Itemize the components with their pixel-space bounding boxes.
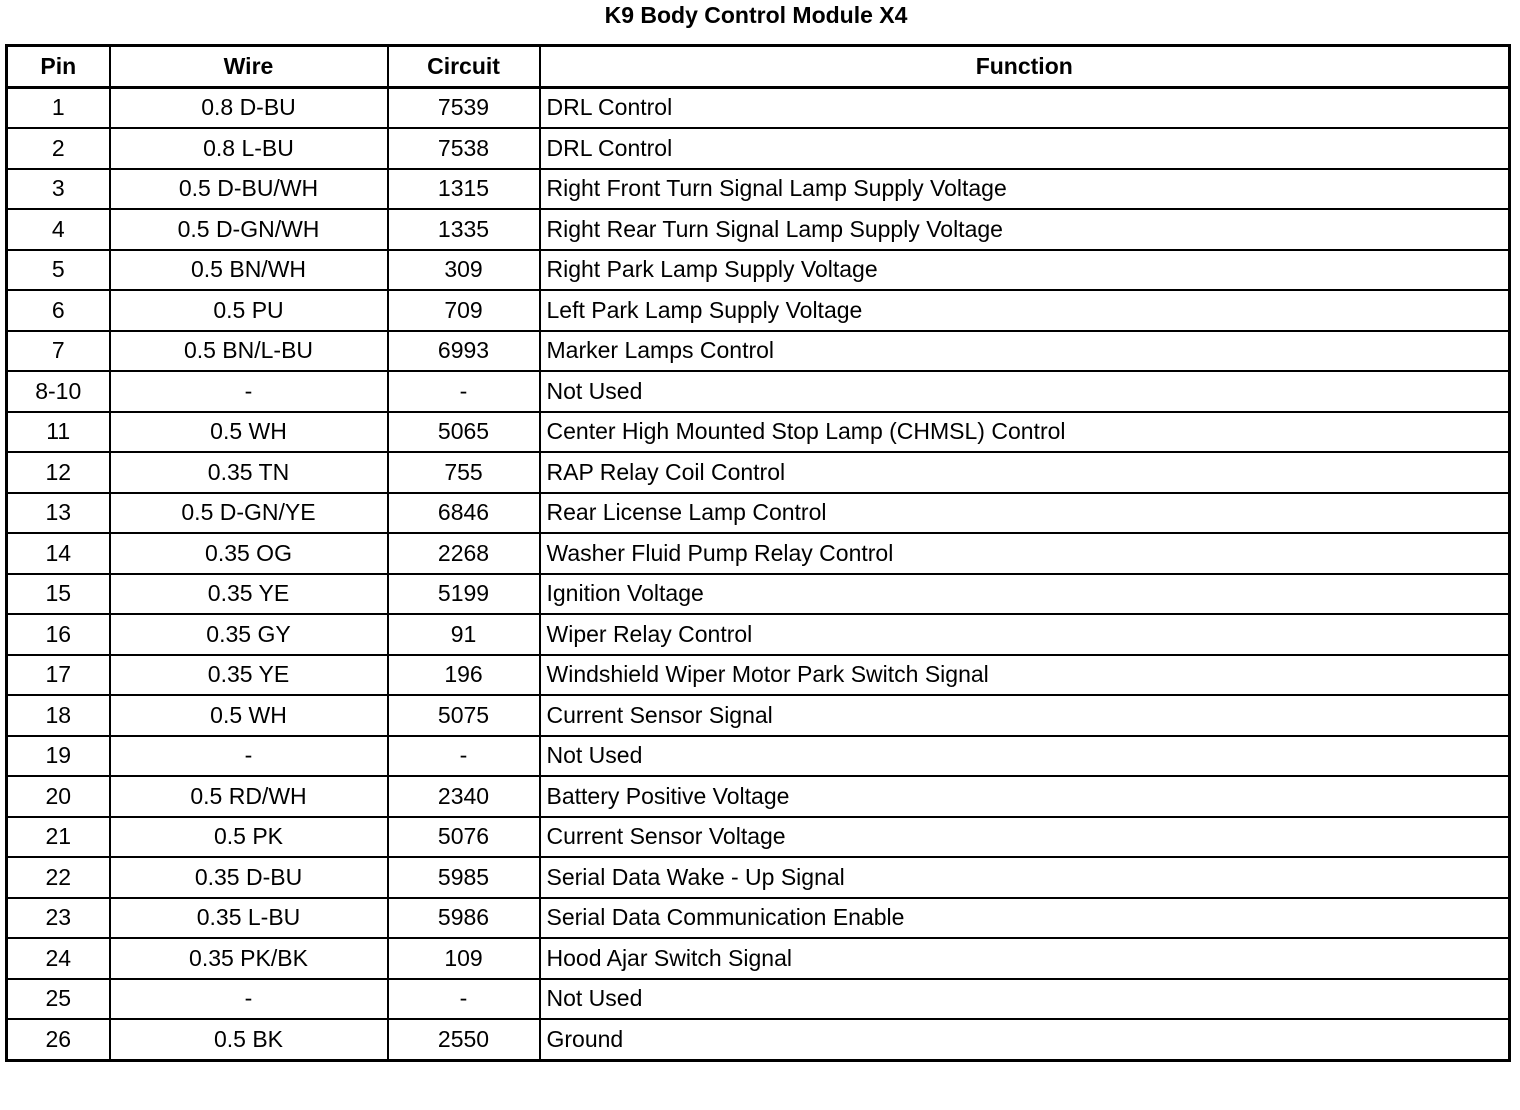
circuit-cell: 5076 [388,817,540,858]
circuit-cell: 5986 [388,898,540,939]
function-cell: RAP Relay Coil Control [540,452,1510,493]
function-cell: Serial Data Wake - Up Signal [540,857,1510,898]
function-cell: Right Front Turn Signal Lamp Supply Voltage [540,169,1510,210]
circuit-cell: 7539 [388,87,540,128]
circuit-cell: 196 [388,655,540,696]
table-row [7,655,1510,696]
function-cell: Not Used [540,371,1510,412]
page-title: K9 Body Control Module X4 [604,2,908,28]
function-cell: Not Used [540,736,1510,777]
table-row [7,128,1510,169]
table-row [7,857,1510,898]
wire-cell: - [110,736,388,777]
wire-cell: 0.5 D-GN/WH [110,209,388,250]
pin-cell: 1 [7,87,110,128]
wire-cell: 0.35 PK/BK [110,938,388,979]
circuit-cell: 5199 [388,574,540,615]
wire-cell: 0.5 WH [110,412,388,453]
circuit-cell: 2550 [388,1019,540,1060]
circuit-cell: 5985 [388,857,540,898]
pin-cell: 17 [7,655,110,696]
table-row [7,452,1510,493]
pin-cell: 22 [7,857,110,898]
pin-cell: 14 [7,533,110,574]
pin-cell: 24 [7,938,110,979]
table-row [7,533,1510,574]
column-header-function: Function [540,46,1510,88]
wire-cell: 0.5 D-GN/YE [110,493,388,534]
function-cell: Rear License Lamp Control [540,493,1510,534]
pin-cell: 15 [7,574,110,615]
function-cell: Ignition Voltage [540,574,1510,615]
wire-cell: 0.5 D-BU/WH [110,169,388,210]
wire-cell: 0.35 D-BU [110,857,388,898]
function-cell: Right Rear Turn Signal Lamp Supply Voltage [540,209,1510,250]
wire-cell: 0.35 OG [110,533,388,574]
table-row [7,493,1510,534]
wire-cell: 0.35 L-BU [110,898,388,939]
wire-cell: 0.5 BK [110,1019,388,1060]
function-cell: Not Used [540,979,1510,1020]
function-cell: DRL Control [540,87,1510,128]
wire-cell: 0.5 PU [110,290,388,331]
circuit-cell: 2268 [388,533,540,574]
wire-cell: 0.8 L-BU [110,128,388,169]
table-row [7,209,1510,250]
wire-cell: 0.5 BN/L-BU [110,331,388,372]
table-row [7,817,1510,858]
table-row [7,412,1510,453]
function-cell: Ground [540,1019,1510,1060]
pin-cell: 18 [7,695,110,736]
wire-cell: 0.35 TN [110,452,388,493]
function-cell: Battery Positive Voltage [540,776,1510,817]
table-header [7,46,1510,88]
pin-cell: 8-10 [7,371,110,412]
table-row [7,371,1510,412]
wire-cell: - [110,979,388,1020]
circuit-cell: 1335 [388,209,540,250]
circuit-cell: 91 [388,614,540,655]
wire-cell: 0.35 GY [110,614,388,655]
circuit-cell: 6993 [388,331,540,372]
circuit-cell: 1315 [388,169,540,210]
circuit-cell: - [388,371,540,412]
circuit-cell: 2340 [388,776,540,817]
function-cell: DRL Control [540,128,1510,169]
column-header-circuit: Circuit [388,46,540,88]
wire-cell: 0.8 D-BU [110,87,388,128]
function-cell: Wiper Relay Control [540,614,1510,655]
circuit-cell: 755 [388,452,540,493]
pin-cell: 6 [7,290,110,331]
function-cell: Left Park Lamp Supply Voltage [540,290,1510,331]
table-row [7,87,1510,128]
table-row [7,250,1510,291]
header-row [7,46,1510,88]
circuit-cell: 5065 [388,412,540,453]
pin-cell: 21 [7,817,110,858]
circuit-cell: 309 [388,250,540,291]
circuit-cell: - [388,736,540,777]
function-cell: Right Park Lamp Supply Voltage [540,250,1510,291]
table-row [7,169,1510,210]
pin-cell: 11 [7,412,110,453]
table-body [7,87,1510,1060]
pin-cell: 7 [7,331,110,372]
table-row [7,898,1510,939]
function-cell: Current Sensor Voltage [540,817,1510,858]
table-row [7,1019,1510,1060]
function-cell: Current Sensor Signal [540,695,1510,736]
table-row [7,574,1510,615]
wire-cell: 0.5 WH [110,695,388,736]
function-cell: Washer Fluid Pump Relay Control [540,533,1510,574]
wire-cell: 0.35 YE [110,655,388,696]
circuit-cell: 7538 [388,128,540,169]
wire-cell: - [110,371,388,412]
table-row [7,331,1510,372]
pin-cell: 23 [7,898,110,939]
circuit-cell: - [388,979,540,1020]
circuit-cell: 709 [388,290,540,331]
pin-cell: 26 [7,1019,110,1060]
function-cell: Marker Lamps Control [540,331,1510,372]
pin-cell: 16 [7,614,110,655]
column-header-pin: Pin [7,46,110,88]
pin-cell: 3 [7,169,110,210]
wire-cell: 0.5 BN/WH [110,250,388,291]
connector-pinout-table [5,44,1511,1062]
pin-cell: 20 [7,776,110,817]
pin-cell: 25 [7,979,110,1020]
pin-cell: 5 [7,250,110,291]
circuit-cell: 6846 [388,493,540,534]
pin-cell: 12 [7,452,110,493]
wire-cell: 0.5 RD/WH [110,776,388,817]
function-cell: Serial Data Communication Enable [540,898,1510,939]
pin-cell: 19 [7,736,110,777]
column-header-wire: Wire [110,46,388,88]
table-row [7,979,1510,1020]
table-row [7,614,1510,655]
pin-cell: 13 [7,493,110,534]
table-row [7,695,1510,736]
table-row [7,938,1510,979]
table-row [7,776,1510,817]
function-cell: Hood Ajar Switch Signal [540,938,1510,979]
pin-cell: 4 [7,209,110,250]
wire-cell: 0.5 PK [110,817,388,858]
table-row [7,290,1510,331]
circuit-cell: 5075 [388,695,540,736]
pin-cell: 2 [7,128,110,169]
wire-cell: 0.35 YE [110,574,388,615]
circuit-cell: 109 [388,938,540,979]
table-row [7,736,1510,777]
function-cell: Windshield Wiper Motor Park Switch Signal [540,655,1510,696]
function-cell: Center High Mounted Stop Lamp (CHMSL) Control [540,412,1510,453]
